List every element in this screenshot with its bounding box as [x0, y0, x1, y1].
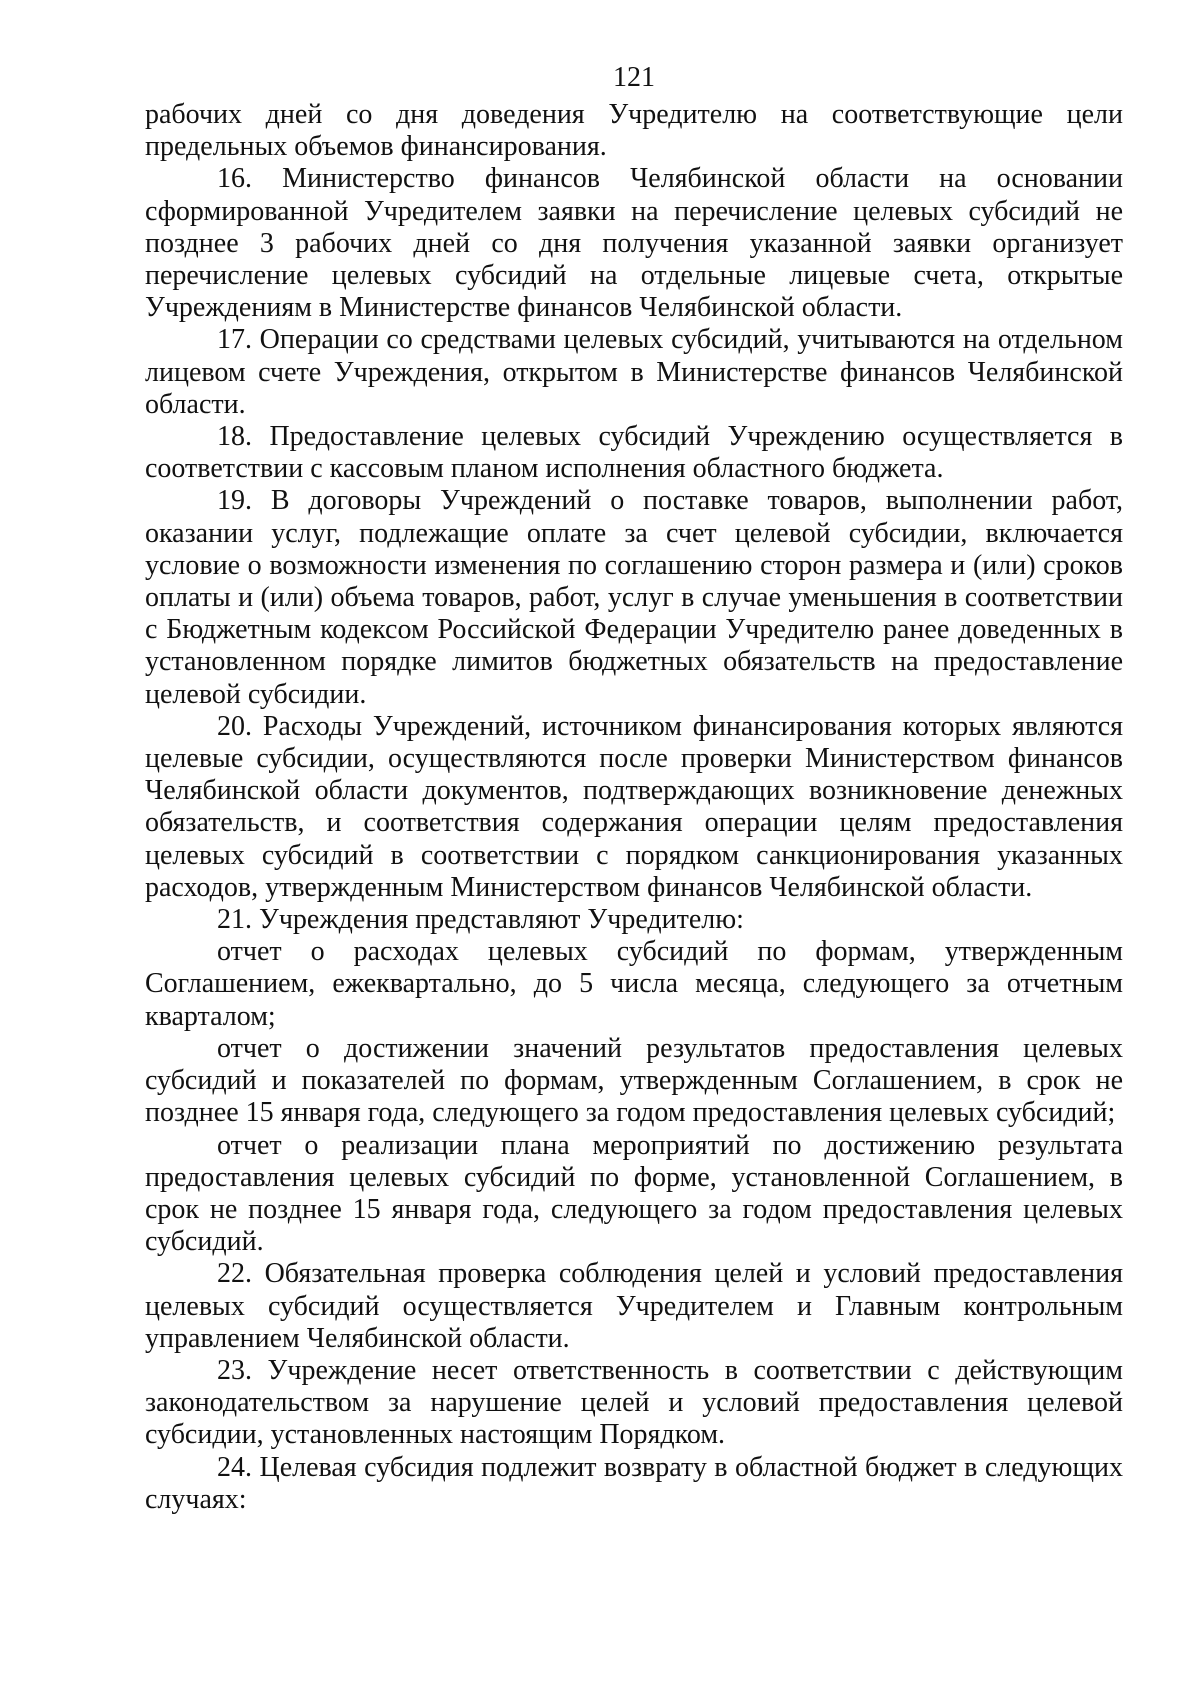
paragraph-continuation: рабочих дней со дня доведения Учредителю на соответствующие цели предельных объемов финансирования.	[145, 99, 1123, 163]
paragraph-20: 20. Расходы Учреждений, источником финансирования которых являются целевые субсидии, осуществляются после проверки Министерством финансов Челябинской области документов, подтверждающих возникновение денежных обязательств, и соответствия содержания операции целям предоставления целевых субсидий в соответствии с порядком санкционирования указанных расходов, утвержденным Министерством финансов Челябинской области.	[145, 710, 1123, 903]
paragraph-16: 16. Министерство финансов Челябинской области на основании сформированной Учредителем заявки на перечисление целевых субсидий не позднее 3 рабочих дней со дня получения указанной заявки организует перечисление целевых субсидий на отдельные лицевые счета, открытые Учреждениям в Министерстве финансов Челябинской области.	[145, 163, 1123, 324]
paragraph-17: 17. Операции со средствами целевых субсидий, учитываются на отдельном лицевом счете Учреждения, открытом в Министерстве финансов Челябинской области.	[145, 324, 1123, 420]
paragraph-18: 18. Предоставление целевых субсидий Учреждению осуществляется в соответствии с кассовым планом исполнения областного бюджета.	[145, 421, 1123, 485]
paragraph-21-report-expenses: отчет о расходах целевых субсидий по формам, утвержденным Соглашением, ежеквартально, до 5 числа месяца, следующего за отчетным кварталом;	[145, 936, 1123, 1032]
paragraph-19: 19. В договоры Учреждений о поставке товаров, выполнении работ, оказании услуг, подлежащие оплате за счет целевой субсидии, включается условие о возможности изменения по соглашению сторон размера и (или) сроков оплаты и (или) объема товаров, работ, услуг в случае уменьшения в соответствии с Бюджетным кодексом Российской Федерации Учредителю ранее доведенных в установленном порядке лимитов бюджетных обязательств на предоставление целевой субсидии.	[145, 485, 1123, 710]
paragraph-21-report-plan: отчет о реализации плана мероприятий по достижению результата предоставления целевых субсидий по форме, установленной Соглашением, в срок не позднее 15 января года, следующего за годом предоставления целевых субсидий.	[145, 1129, 1123, 1258]
paragraph-21: 21. Учреждения представляют Учредителю:	[217, 904, 744, 936]
document-page	[145, 62, 1123, 1516]
paragraph-21-report-results: отчет о достижении значений результатов предоставления целевых субсидий и показателей по формам, утвержденным Соглашением, в срок не позднее 15 января года, следующего за годом предоставления целевых субсидий;	[145, 1032, 1123, 1129]
paragraph-24: 24. Целевая субсидия подлежит возврату в областной бюджет в следующих случаях:	[145, 1451, 1123, 1515]
paragraph-22: 22. Обязательная проверка соблюдения целей и условий предоставления целевых субсидий осуществляется Учредителем и Главным контрольным управлением Челябинской области.	[145, 1258, 1123, 1354]
page-number: 121	[613, 62, 655, 93]
paragraph-23: 23. Учреждение несет ответственность в соответствии с действующим законодательством за нарушение целей и условий предоставления целевой субсидии, установленных настоящим Порядком.	[145, 1354, 1123, 1451]
